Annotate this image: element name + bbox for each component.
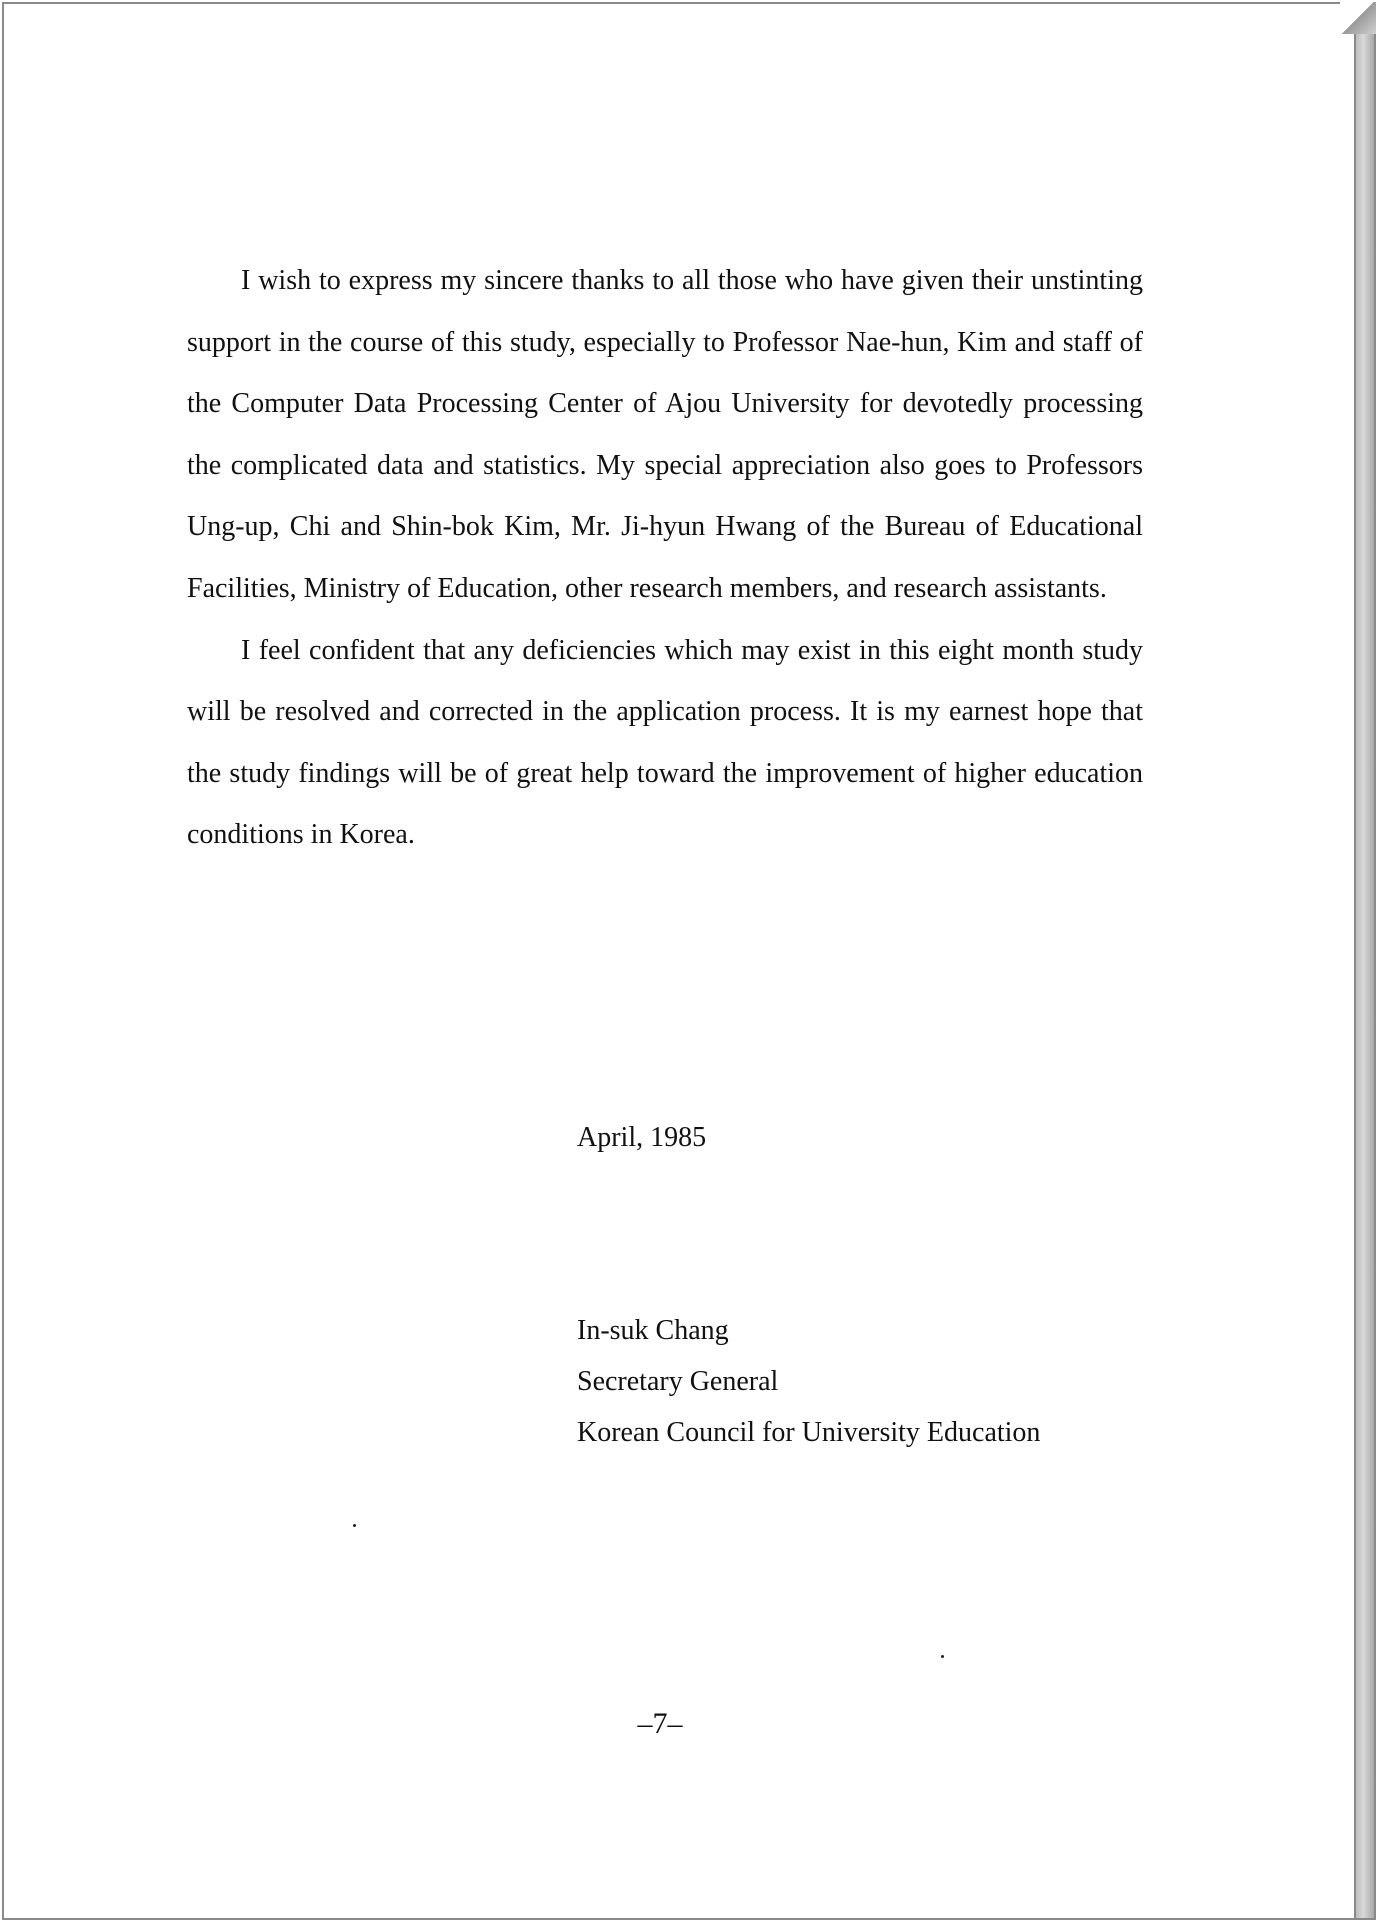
signature-block — [577, 1305, 1040, 1458]
scan-speck — [941, 1655, 944, 1658]
signatory-title: Secretary General — [577, 1366, 779, 1397]
signatory-name: In-suk Chang — [577, 1315, 729, 1346]
scan-speck — [353, 1524, 356, 1527]
signatory-organization: Korean Council for University Education — [577, 1417, 1041, 1448]
acknowledgement-body — [187, 250, 1143, 866]
document-date: April, 1985 — [577, 1122, 707, 1153]
page-stack-edge — [1356, 2, 1376, 1920]
page-number: –7– — [637, 1707, 683, 1740]
page-curl-corner — [1340, 2, 1376, 34]
paragraph-thanks: I wish to express my sincere thanks to all those who have given their unstinting support in the course of this study, especially to Professor Nae-hun, Kim and staff of the Computer Data Processing Center of Ajou University for devotedly processing the complicated data and statistics. My special appreciation also goes to Professors Ung-up, Chi and Shin-bok Kim, Mr. Ji-hyun Hwang of the Bureau of Educational Facilities, Ministry of Education, other research members, and research assistants. — [187, 265, 1143, 604]
paragraph-confidence: I feel confident that any deficiencies which may exist in this eight month study will be resolved and corrected in the application process. It is my earnest hope that the study findings will be of great help toward the improvement of higher education conditions in Korea. — [187, 634, 1143, 851]
